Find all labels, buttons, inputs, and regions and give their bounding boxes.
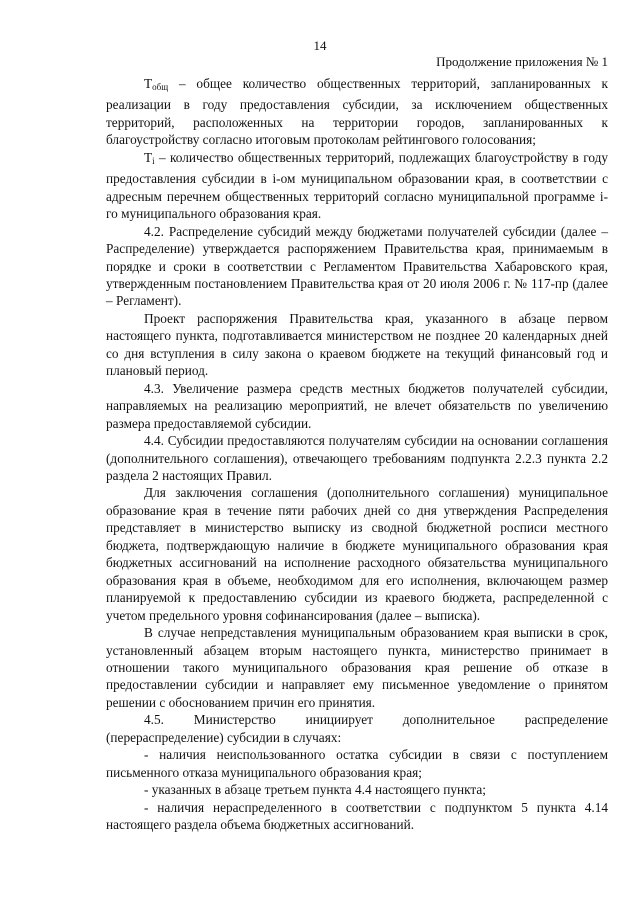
definition-t-total bbox=[106, 75, 608, 149]
formula-subscript: общ bbox=[152, 82, 169, 92]
list-item-paragraph-reference: - указанных в абзаце третьем пункта 4.4 настоящего пункта; bbox=[144, 782, 487, 798]
definition-text: – общее количество общественных территорий, запланированных к реализации в году предоставления субсидии, за исключением общественных территорий, расположенных на территории городов, запланированных к благоустройству согласно итоговым протоколам рейтингового голосования; bbox=[106, 76, 608, 148]
paragraph-4-4-agreement: Для заключения соглашения (дополнительного соглашения) муниципальное образование края в течение пяти рабочих дней со дня утверждения Распределения представляет в министерство выписку из сводной бюджетной росписи местного бюджета, подтверждающую наличие в бюджете муниципального образования края бюджетных ассигнований на исполнение расходного обязательства муниципального образования края в объеме, необходимом для его исполнения, включающем размер планируемой к предоставлению субсидии из краевого бюджета, распределенной с учетом предельного уровня софинансирования (далее – выписка). bbox=[106, 485, 608, 623]
paragraph-4-2: 4.2. Распределение субсидий между бюджетами получателей субсидии (далее – Распределение) утверждается распоряжением Правительства края, принимаемым в порядке и сроки в соответствии с Регламентом Правительства Хабаровского края, утвержденным постановлением Правительства края от 20 июля 2006 г. № 117-пр (далее – Регламент). bbox=[106, 223, 608, 309]
page-number: 14 bbox=[313, 38, 327, 53]
paragraph-4-4: 4.4. Субсидии предоставляются получателям субсидии на основании соглашения (дополнительного соглашения), отвечающего требованиям подпункта 2.2.3 пункта 2.2 раздела 2 настоящих Правил. bbox=[106, 433, 608, 483]
definition-t-i bbox=[106, 149, 608, 223]
paragraph-4-2-draft: Проект распоряжения Правительства края, указанного в абзаце первом настоящего пункта, подготавливается министерством не позднее 20 календарных дней со дня вступления в силу закона о краевом бюджете на текущий финансовый год и плановый период. bbox=[106, 310, 608, 379]
appendix-note: Продолжение приложения № 1 bbox=[436, 54, 608, 69]
list-item-unused-balance: - наличия неиспользованного остатка субсидии в связи с поступлением письменного отказа муниципального образования края; bbox=[106, 747, 608, 780]
paragraph-4-4-refusal: В случае непредставления муниципальным образованием края выписки в срок, установленный абзацем вторым настоящего пункта, министерство принимает в отношении такого муниципального образования края решение об отказе в предоставлении субсидии и направляет ему письменное уведомление о принятом решении с обоснованием причин его принятия. bbox=[106, 625, 608, 710]
definition-text: – количество общественных территорий, подлежащих благоустройству в году предоставления субсидии в i-ом муниципальном образовании края, в соответствии с адресным перечнем общественных территорий согласно муниципальной программе i-го муниципального образования края. bbox=[106, 149, 608, 222]
document-body bbox=[106, 75, 608, 833]
paragraph-4-3: 4.3. Увеличение размера средств местных бюджетов получателей субсидии, направляемых на реализацию мероприятий, не влечет обязательств по увеличению размера предоставляемой субсидии. bbox=[106, 380, 608, 431]
formula-symbol: Т bbox=[144, 149, 153, 165]
formula-subscript: i bbox=[152, 155, 155, 166]
formula-symbol: Т bbox=[144, 76, 153, 91]
paragraph-4-5: 4.5. Министерство инициирует дополнительное распределение (перераспределение) субсидии в случаях: bbox=[106, 712, 608, 745]
list-item-undistributed-volume: - наличия нераспределенного в соответствии с подпунктом 5 пункта 4.14 настоящего раздела объема бюджетных ассигнований. bbox=[106, 799, 608, 833]
